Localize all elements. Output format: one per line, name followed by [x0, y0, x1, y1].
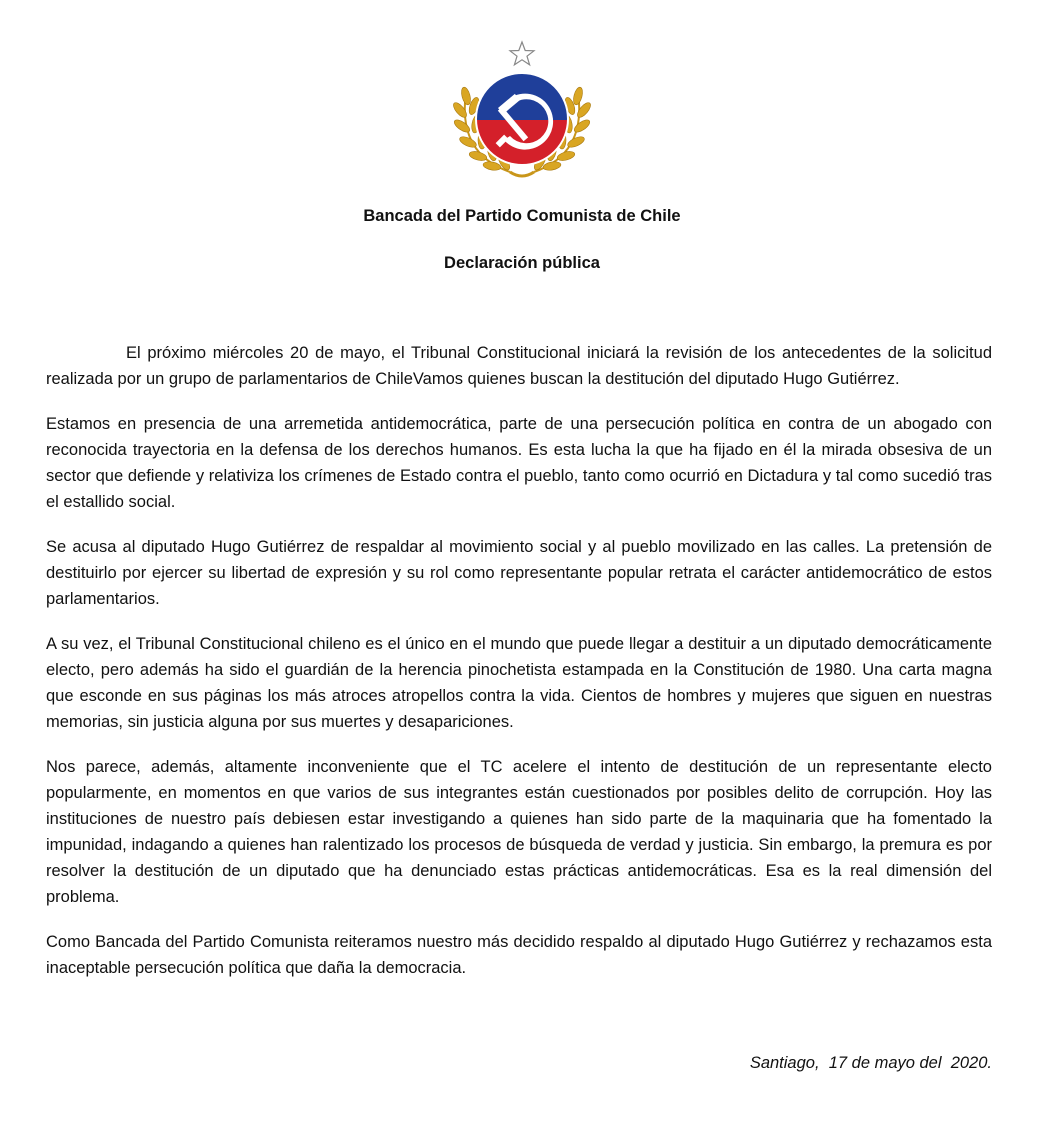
document-subtitle: Declaración pública [444, 254, 600, 272]
paragraph: Como Bancada del Partido Comunista reiteramos nuestro más decidido respaldo al diputado Hugo Gutiérrez y rechazamos esta inaceptable persecución política que daña la democracia. [46, 933, 992, 977]
paragraph: Estamos en presencia de una arremetida antidemocrática, parte de una persecución política en contra de un abogado con reconocida trayectoria en la defensa de los derechos humanos. Es esta lucha la que ha fijado en él la mirada obsesiva de un sector que defiende y relativiza los crímenes de Estado contra el pueblo, tanto como ocurrió en Dictadura y tal como sucedió tras el estallido social. [46, 415, 992, 511]
declaration-body [46, 340, 992, 1000]
paragraph: Se acusa al diputado Hugo Gutiérrez de respaldar al movimiento social y al pueblo movilizado en las calles. La pretensión de destituirlo por ejercer su libertad de expresión y su rol como representante popular retrata el carácter antidemocrático de estos parlamentarios. [46, 538, 992, 608]
party-emblem-logo [452, 40, 592, 185]
hammer-and-sickle-icon [452, 40, 592, 185]
place-and-date: Santiago, 17 de mayo del 2020. [749, 1054, 992, 1072]
paragraph: Nos parece, además, altamente inconveniente que el TC acelere el intento de destitución de un representante electo popularmente, en momentos en que varios de sus integrantes están cuestionados por posibles delito de corrupción. Hoy las instituciones de nuestro país debiesen estar investigando a quienes han sido parte de la maquinaria que ha fomentado la impunidad, indagando a quienes han ralentizado los procesos de búsqueda de verdad y justicia. Sin embargo, la premura es por resolver la destitución de un diputado que ha denunciado estas prácticas antidemocráticas. Esa es la real dimensión del problema. [46, 758, 992, 906]
paragraph: El próximo miércoles 20 de mayo, el Tribunal Constitucional iniciará la revisión de los antecedentes de la solicitud realizada por un grupo de parlamentarios de ChileVamos quienes buscan la destitución del diputado Hugo Gutiérrez. [46, 344, 992, 388]
document-title: Bancada del Partido Comunista de Chile [363, 207, 681, 225]
paragraph: A su vez, el Tribunal Constitucional chileno es el único en el mundo que puede llegar a destituir a un diputado democráticamente electo, pero además ha sido el guardián de la herencia pinochetista estampada en la Constitución de 1980. Una carta magna que esconde en sus páginas los más atroces atropellos contra la vida. Cientos de hombres y mujeres que siguen en nuestras memorias, sin justicia alguna por sus muertes y desapariciones. [46, 635, 992, 731]
